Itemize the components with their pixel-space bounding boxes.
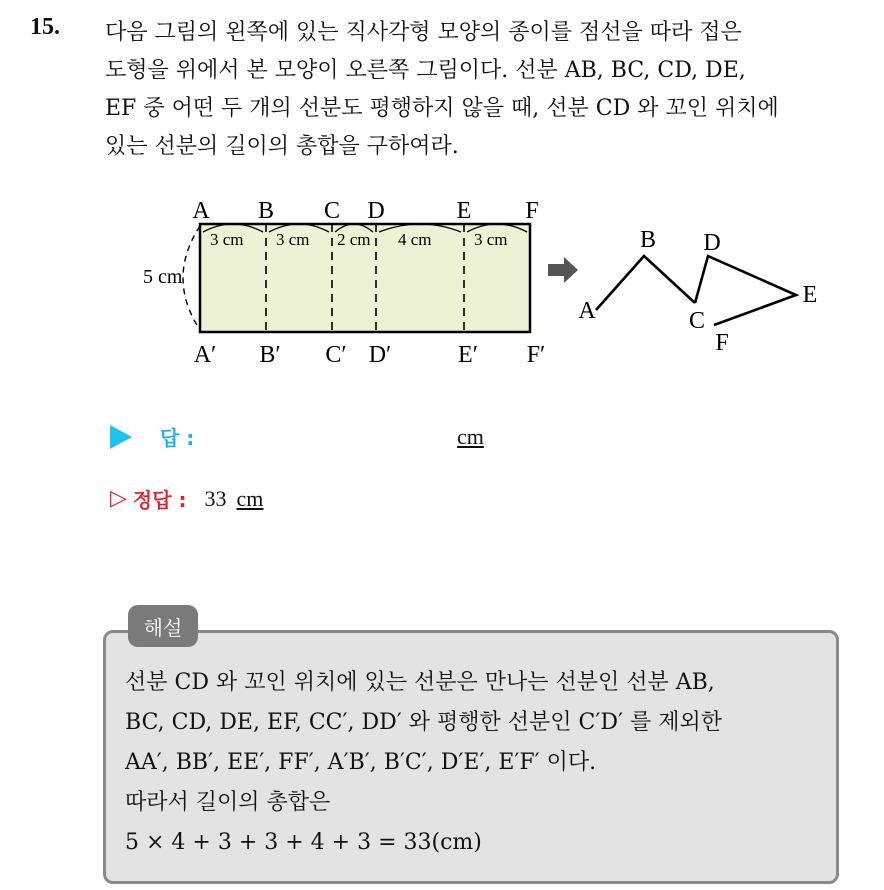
solution-row (110, 484, 263, 513)
vertex-label: B′ (259, 342, 281, 368)
figure (0, 0, 884, 400)
question-line: 다음 그림의 왼쪽에 있는 직사각형 모양의 종이를 점선을 따라 접은 (105, 20, 742, 45)
explanation-line: 5 × 4 + 3 + 3 + 4 + 3 = 33(cm) (125, 830, 482, 855)
solution-value: 33 (204, 485, 227, 511)
fold-label: F (715, 330, 729, 356)
vertex-label: C (323, 198, 341, 224)
explanation-line: AA′, BB′, EE′, FF′, A′B′, B′C′, D′E′, E′F′ 이다. (125, 750, 597, 775)
segment-length: 3 cm (210, 230, 244, 249)
vertex-label: D′ (368, 342, 392, 368)
answer-unit: cm (457, 424, 484, 449)
fold-label: D (703, 230, 721, 256)
question-line: 있는 선분의 길이의 총합을 구하여라. (105, 134, 459, 159)
vertex-label: F (525, 198, 539, 224)
vertex-label: F′ (526, 342, 546, 368)
question-number: 15. (30, 14, 60, 40)
segment-length: 2 cm (337, 230, 371, 249)
play-triangle-icon (110, 425, 132, 449)
fold-label: E (802, 282, 818, 308)
question-line: EF 중 어떤 두 개의 선분도 평행하지 않을 때, 선분 CD 와 꼬인 위치에 (105, 96, 779, 121)
vertex-label: A′ (193, 342, 217, 368)
answer-blank[interactable] (457, 424, 484, 450)
vertex-label: E′ (458, 342, 478, 368)
segment-length: 4 cm (398, 230, 432, 249)
outline-triangle-icon: ▷ (110, 486, 127, 511)
explanation-line: 따라서 길이의 총합은 (125, 790, 331, 815)
question-line: 도형을 위에서 본 모양이 오른쪽 그림이다. 선분 AB, BC, CD, DE, (105, 58, 746, 83)
height-brace (183, 226, 200, 330)
answer-label: 답 : (160, 426, 195, 450)
explanation-line: 선분 CD 와 꼬인 위치에 있는 선분은 만나는 선분인 선분 AB, (125, 670, 715, 695)
explanation-text (125, 663, 835, 863)
segment-length: 3 cm (474, 230, 508, 249)
vertex-label: B (257, 198, 275, 224)
vertex-label: E (456, 198, 472, 224)
vertex-label: D (367, 198, 385, 224)
fold-label: C (688, 308, 706, 334)
fold-label: A (578, 298, 596, 324)
explanation-tab: 해설 (128, 605, 198, 647)
solution-label: 정답 : (132, 488, 187, 512)
explanation-line: BC, CD, DE, EF, CC′, DD′ 와 평행한 선분인 C′D′ 를 제외한 (125, 710, 722, 735)
answer-row (110, 422, 194, 451)
arrow-right-icon (548, 257, 578, 283)
solution-unit: cm (236, 485, 264, 511)
segment-length: 3 cm (276, 230, 310, 249)
height-label: 5 cm (143, 266, 183, 288)
fold-label: B (639, 227, 657, 253)
vertex-label: A (192, 198, 210, 224)
vertex-label: C′ (325, 342, 347, 368)
